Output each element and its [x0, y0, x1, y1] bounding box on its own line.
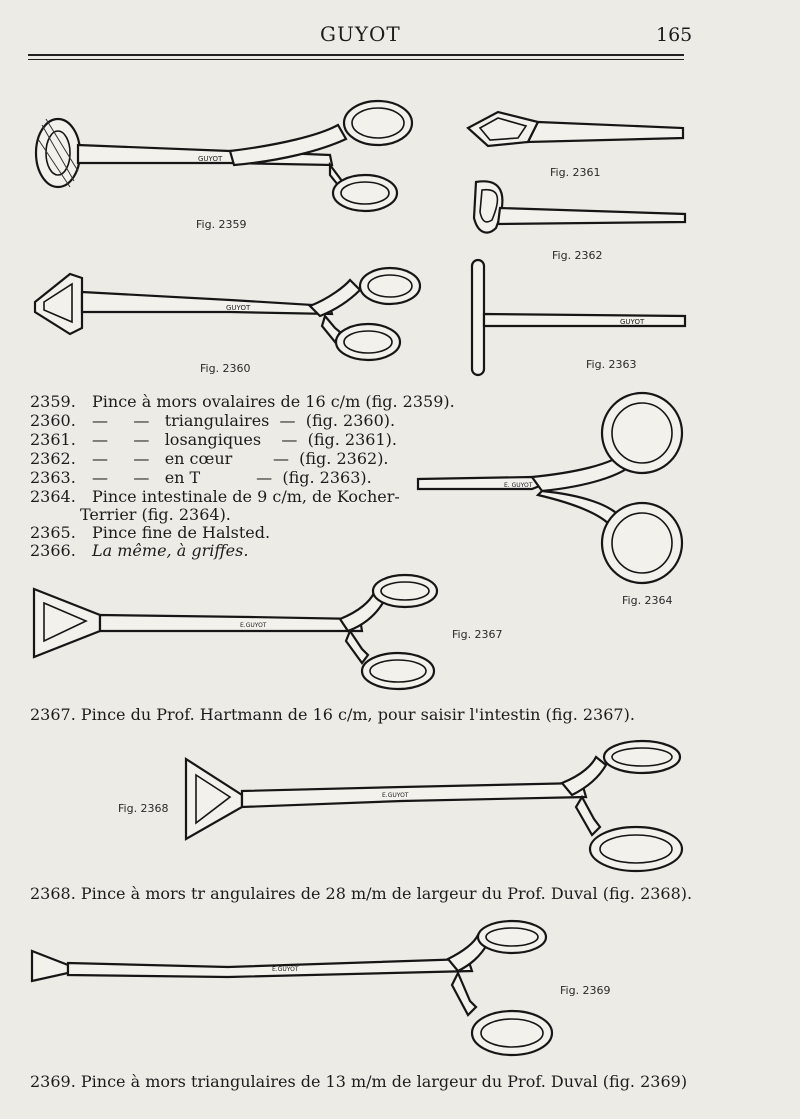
catalog-item-2364-cont: Terrier (fig. 2364).: [80, 505, 231, 524]
figure-2361-illustration: [468, 108, 683, 158]
header-rule-thin: [28, 59, 684, 60]
catalog-item-2360: 2360. — — triangulaires — (fig. 2360).: [30, 411, 396, 430]
figure-2362-label: Fig. 2362: [552, 249, 603, 262]
catalog-item-2359: 2359. Pince à mors ovalaires de 16 c/m (fig. 2359).: [30, 392, 455, 411]
caption-2368: 2368. Pince à mors tr angulaires de 28 m/m de largeur du Prof. Duval (fig. 2368).: [30, 884, 693, 903]
figure-2368-label: Fig. 2368: [118, 802, 169, 815]
running-header-title: GUYOT: [320, 22, 401, 46]
figure-2364-illustration: [412, 395, 692, 585]
catalog-item-2365: 2365. Pince fine de Halsted.: [30, 523, 271, 542]
caption-2369: 2369. Pince à mors triangulaires de 13 m/m de largeur du Prof. Duval (fig. 2369): [30, 1072, 688, 1091]
catalog-item-2361: 2361. — — losangiques — (fig. 2361).: [30, 430, 397, 449]
figure-2369-illustration: [28, 915, 558, 1065]
engraving-2364: E. GUYOT: [504, 482, 533, 489]
caption-2367: 2367. Pince du Prof. Hartmann de 16 c/m, pour saisir l'intestin (fig. 2367).: [30, 705, 635, 724]
engraving-2363: GUYOT: [620, 318, 645, 326]
engraving-2367: E.GUYOT: [240, 622, 267, 629]
engraving-2360: GUYOT: [226, 304, 251, 312]
engraving-2368: E.GUYOT: [382, 792, 409, 799]
figure-2364-label: Fig. 2364: [622, 594, 673, 607]
catalog-item-2364: 2364. Pince intestinale de 9 c/m, de Kocher-: [30, 487, 400, 506]
page-number: 165: [656, 24, 693, 46]
figure-2363-illustration: [470, 260, 685, 375]
figure-2359-label: Fig. 2359: [196, 218, 247, 231]
figure-2362-illustration: [470, 178, 685, 240]
engraving-2359: GUYOT: [198, 155, 223, 163]
figure-2363-label: Fig. 2363: [586, 358, 637, 371]
catalog-item-2362: 2362. — — en cœur — (fig. 2362).: [30, 449, 389, 468]
catalog-item-2363: 2363. — — en T — (fig. 2363).: [30, 468, 372, 487]
figure-2367-label: Fig. 2367: [452, 628, 503, 641]
figure-2367-illustration: [30, 575, 440, 695]
engraving-2369: E.GUYOT: [272, 966, 299, 973]
figure-2368-illustration: [182, 735, 682, 880]
header-rule: [28, 54, 684, 56]
figure-2359-illustration: [30, 95, 420, 215]
figure-2361-label: Fig. 2361: [550, 166, 601, 179]
figure-2360-label: Fig. 2360: [200, 362, 251, 375]
figure-2369-label: Fig. 2369: [560, 984, 611, 997]
figure-2360-illustration: [30, 262, 420, 367]
catalog-item-2366: 2366. La même, à griffes.: [30, 541, 249, 560]
